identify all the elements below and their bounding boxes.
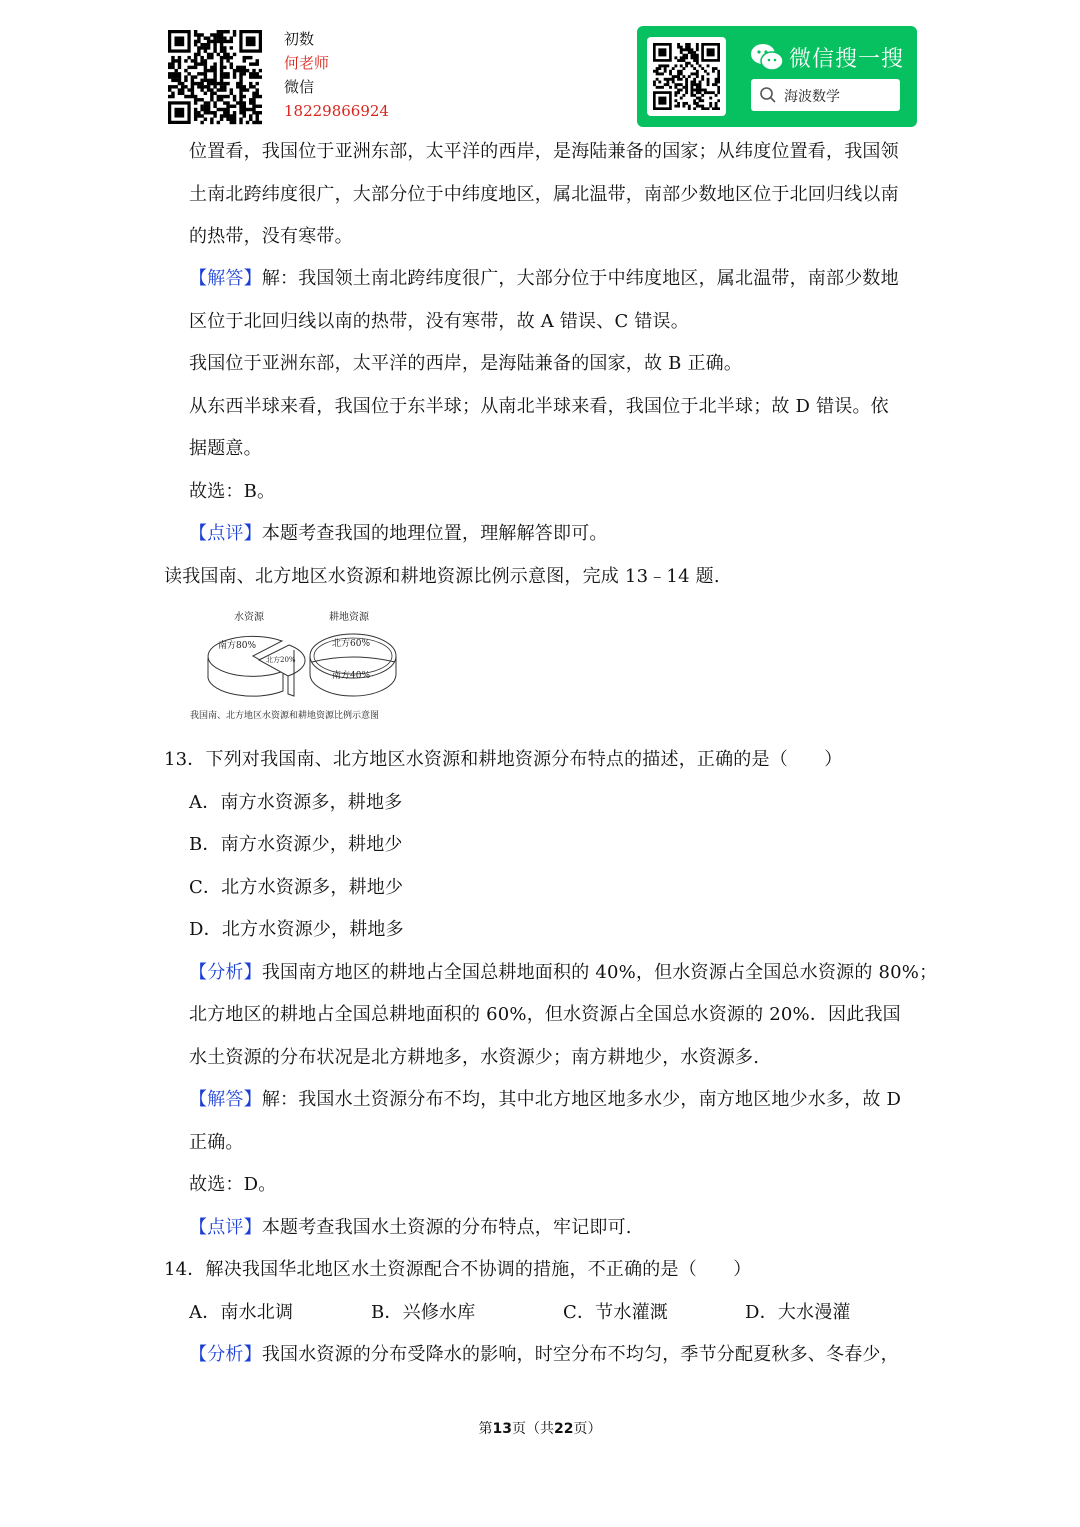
contact-subject: 初数: [284, 30, 315, 48]
figure-instruction: 读我国南、北方地区水资源和耕地资源比例示意图，完成 13﹣14 题.: [164, 566, 720, 587]
wechat-search-query: 海波数学: [784, 89, 840, 105]
search-icon: [759, 86, 777, 104]
resource-ratio-figure: [186, 606, 426, 726]
comment-tag: 【点评】: [189, 523, 262, 544]
analysis-tag: 【分析】: [189, 962, 262, 983]
wechat-icon: [750, 43, 784, 73]
text-line: 土南北跨纬度很广，大部分位于中纬度地区，属北温带，南部少数地区位于北回归线以南: [189, 184, 899, 205]
question-14-option-d: D．大水漫灌: [745, 1302, 851, 1323]
answer-tag: 【解答】: [189, 1089, 262, 1110]
question-14-option-c: C．节水灌溉: [563, 1302, 668, 1323]
question-13-option-d: D．北方水资源少，耕地多: [189, 919, 404, 940]
water-pie-title: 水资源: [234, 612, 264, 623]
text-line: 解：我国领土南北跨纬度很广，大部分位于中纬度地区，属北温带，南部少数地: [261, 268, 899, 289]
comment-paragraph-12: [189, 522, 608, 546]
answer-tag: 【解答】: [189, 268, 262, 289]
comment-paragraph-13: [189, 1216, 632, 1240]
text-line: 北方地区的耕地占全国总耕地面积的 60%，但水资源占全国总水资源的 20%．因此我国: [189, 1004, 901, 1025]
text-line: 解：我国水土资源分布不均，其中北方地区地多水少，南方地区地少水多，故 D: [261, 1089, 902, 1110]
text-line: 本题考查我国水土资源的分布特点，牢记即可.: [261, 1217, 632, 1238]
land-pie-title: 耕地资源: [329, 612, 369, 623]
wechat-qr-code: [647, 37, 726, 116]
text-line: 的热带，没有寒带。: [189, 226, 353, 247]
text-line: 据题意。: [189, 438, 262, 459]
figure-caption: 我国南、北方地区水资源和耕地资源比例示意图: [190, 711, 380, 721]
text-line: 区位于北回归线以南的热带，没有寒带，故 A 错误、C 错误。: [189, 311, 689, 332]
question-13-stem: 13．下列对我国南、北方地区水资源和耕地资源分布特点的描述，正确的是（ ）: [164, 749, 843, 770]
comment-tag: 【点评】: [189, 1217, 262, 1238]
text-line: 我国水资源的分布受降水的影响，时空分布不均匀，季节分配夏秋多、冬春少，: [261, 1344, 899, 1365]
answer-paragraph-13: [189, 1088, 901, 1112]
water-north-label: 北方20%: [266, 656, 296, 664]
analysis-tag: 【分析】: [189, 1344, 262, 1365]
page-footer: 第13页（共22页）: [478, 1421, 602, 1437]
contact-phone: 18229866924: [284, 102, 389, 120]
contact-info: [284, 27, 389, 123]
page-total: 22: [554, 1421, 574, 1437]
page-number: 13: [492, 1421, 512, 1437]
question-14-option-a: A．南水北调: [189, 1302, 294, 1323]
question-13-option-a: A．南方水资源多，耕地多: [189, 792, 403, 813]
contact-qr-code: [168, 30, 262, 126]
contact-wechat-label: 微信: [284, 78, 315, 96]
text-line: 故选：D。: [189, 1174, 277, 1195]
analysis-paragraph-14: [189, 1343, 899, 1367]
wechat-search-box: [751, 79, 900, 111]
text-line: 我国位于亚洲东部，太平洋的西岸，是海陆兼备的国家，故 B 正确。: [189, 353, 743, 374]
text-line: 我国南方地区的耕地占全国总耕地面积的 40%，但水资源占全国总水资源的 80%；: [261, 962, 938, 983]
text-line: 从东西半球来看，我国位于东半球；从南北半球来看，我国位于北半球；故 D 错误。依: [189, 396, 889, 417]
text-line: 故选：B。: [189, 481, 276, 502]
question-13-option-c: C．北方水资源多，耕地少: [189, 877, 404, 898]
text-line: 本题考查我国的地理位置，理解解答即可。: [261, 523, 608, 544]
text-line: 位置看，我国位于亚洲东部，太平洋的西岸，是海陆兼备的国家；从纬度位置看，我国领: [189, 141, 899, 162]
text-line: 水土资源的分布状况是北方耕地多，水资源少；南方耕地少，水资源多.: [189, 1047, 760, 1068]
land-south-label: 南方40%: [332, 671, 371, 681]
question-14-option-b: B．兴修水库: [371, 1302, 476, 1323]
wechat-search-title: 微信搜一搜: [789, 47, 905, 72]
land-north-label: 北方60%: [332, 639, 371, 649]
text-line: 正确。: [189, 1132, 244, 1153]
question-14-stem: 14．解决我国华北地区水土资源配合不协调的措施，不正确的是（ ）: [164, 1259, 752, 1280]
wechat-search-banner: [637, 26, 917, 127]
contact-teacher: 何老师: [284, 54, 330, 72]
analysis-paragraph-13: [189, 961, 937, 985]
water-south-label: 南方80%: [218, 641, 257, 651]
answer-paragraph-12: [189, 267, 899, 291]
question-13-option-b: B．南方水资源少，耕地少: [189, 834, 403, 855]
